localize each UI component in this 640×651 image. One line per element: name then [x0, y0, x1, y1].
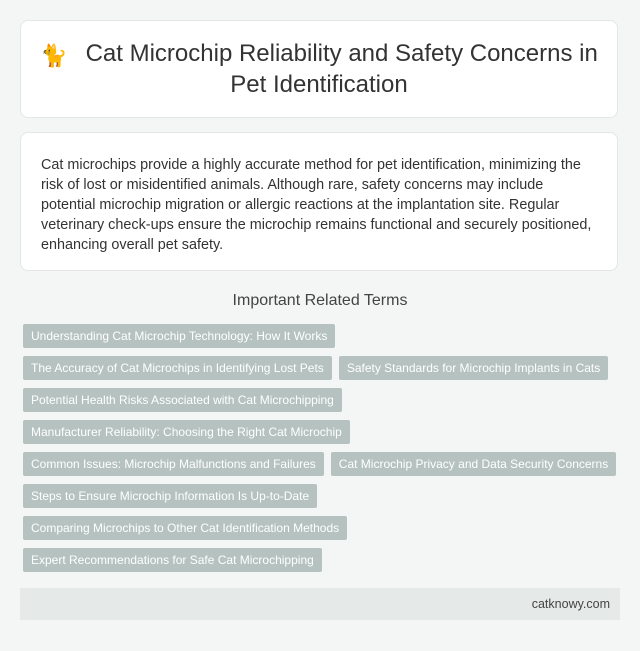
- page-title: [21, 39, 617, 99]
- footer-site-link[interactable]: catknowy.com: [531, 597, 610, 611]
- tag-row: [23, 356, 623, 380]
- related-term-tag[interactable]: Understanding Cat Microchip Technology: How It Works: [23, 324, 335, 348]
- related-term-tag[interactable]: Expert Recommendations for Safe Cat Microchipping: [23, 548, 322, 572]
- footer: [20, 588, 620, 620]
- page-title-text: Cat Microchip Reliability and Safety Concerns in Pet Identification: [85, 40, 598, 98]
- cat-icon: 🐈: [40, 43, 68, 68]
- related-term-tag[interactable]: Steps to Ensure Microchip Information Is Up-to-Date: [23, 484, 317, 508]
- tag-row: [23, 324, 623, 348]
- tag-row: [23, 388, 623, 412]
- related-term-tag[interactable]: Comparing Microchips to Other Cat Identification Methods: [23, 516, 347, 540]
- description-text: Cat microchips provide a highly accurate method for pet identification, minimizing the risk of lost or misidentified animals. Although rare, safety concerns may include potential microchip migration or allergic reactions at the implantation site. Regular veterinary check-ups ensure the microchip remains functional and securely positioned, enhancing overall pet safety.: [41, 157, 592, 253]
- description-card: [20, 132, 618, 271]
- related-terms-heading: Important Related Terms: [232, 292, 408, 309]
- related-term-tag[interactable]: Safety Standards for Microchip Implants in Cats: [339, 356, 608, 380]
- related-term-tag[interactable]: Common Issues: Microchip Malfunctions and Failures: [23, 452, 324, 476]
- tag-row: [23, 484, 623, 508]
- related-term-tag[interactable]: Potential Health Risks Associated with Cat Microchipping: [23, 388, 342, 412]
- tag-row: [23, 548, 623, 572]
- related-term-tag[interactable]: The Accuracy of Cat Microchips in Identifying Lost Pets: [23, 356, 332, 380]
- tag-row: [23, 516, 623, 540]
- related-term-tag[interactable]: Manufacturer Reliability: Choosing the Right Cat Microchip: [23, 420, 350, 444]
- title-card: [20, 20, 618, 118]
- related-terms-list: [23, 324, 623, 580]
- related-term-tag[interactable]: Cat Microchip Privacy and Data Security Concerns: [331, 452, 616, 476]
- tag-row: [23, 420, 623, 444]
- tag-row: [23, 452, 623, 476]
